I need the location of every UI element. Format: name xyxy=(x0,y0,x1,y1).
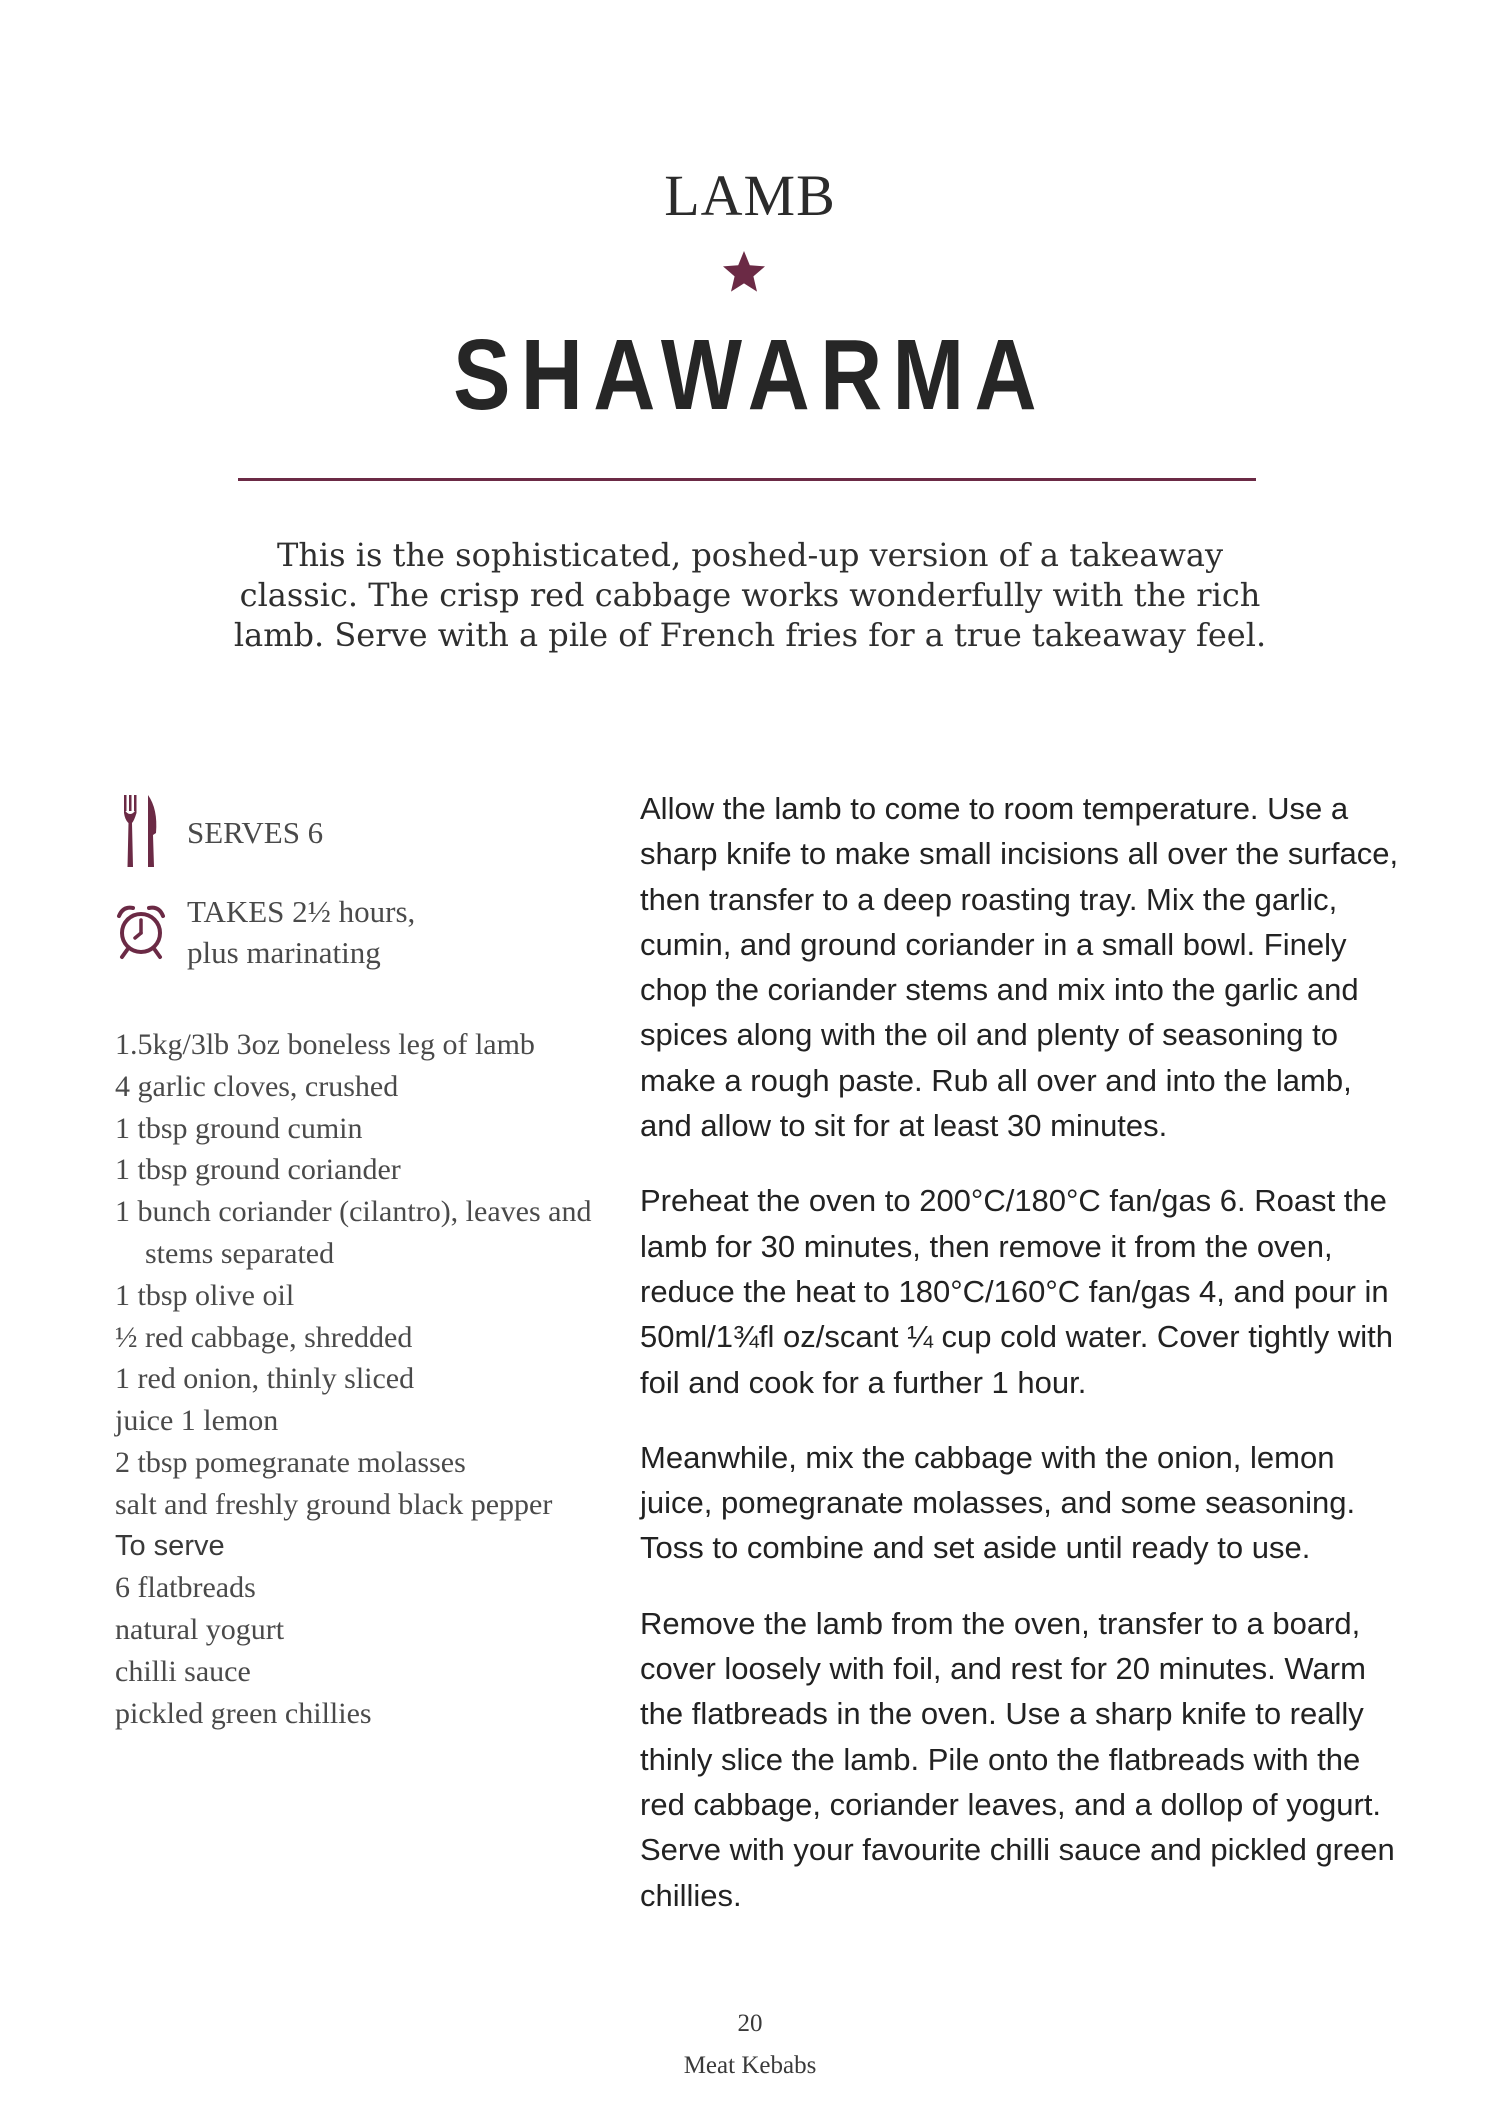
ingredient-item: 1.5kg/3lb 3oz boneless leg of lamb xyxy=(115,1028,535,1061)
star-icon xyxy=(720,248,768,296)
method-steps xyxy=(640,786,1400,1948)
recipe-intro: This is the sophisticated, poshed-up version of a takeaway classic. The crisp red cabbage works wonderfully with the rich lamb. Serve with a pile of French fries for a true takeaway feel. xyxy=(233,536,1267,654)
ingredient-item: 1 tbsp olive oil xyxy=(115,1278,295,1312)
ingredient-item: 6 flatbreads xyxy=(115,1571,256,1605)
takes-line-1: TAKES 2½ hours, xyxy=(187,894,416,929)
alarm-clock-icon xyxy=(113,902,169,960)
ingredient-item: pickled green chillies xyxy=(115,1696,372,1730)
ingredient-item: chilli sauce xyxy=(115,1654,251,1688)
ingredients-list xyxy=(115,1024,605,1735)
ingredient-item: 1 tbsp ground coriander xyxy=(115,1153,401,1187)
to-serve-heading: To serve xyxy=(115,1529,225,1562)
ingredient-item: 1 tbsp ground cumin xyxy=(115,1111,363,1145)
method-paragraph: Allow the lamb to come to room temperature. Use a sharp knife to make small incisions all over the surface, then transfer to a deep roasting tray. Mix the garlic, cumin, and ground coriander in a small bowl. Finely chop the coriander stems and mix into the garlic and spices along with the oil and plenty of seasoning to make a rough paste. Rub all over and into the lamb, and allow to sit for at least 30 minutes. xyxy=(640,791,1399,1144)
takes-line-2: plus marinating xyxy=(187,935,381,970)
ingredient-item: 4 garlic cloves, crushed xyxy=(115,1069,399,1103)
method-paragraph: Remove the lamb from the oven, transfer to a board, cover loosely with foil, and rest for 20 minutes. Warm the flatbreads in the oven. Use a sharp knife to really thinly slice the lamb. Pile onto the flatbreads with the red cabbage, coriander leaves, and a dollop of yogurt. Serve with your favourite chilli sauce and pickled green chillies. xyxy=(640,1605,1395,1913)
fork-knife-icon xyxy=(120,793,162,869)
ingredient-item: 1 bunch coriander (cilantro), leaves and stems separated xyxy=(115,1195,592,1270)
ingredient-item: ½ red cabbage, shredded xyxy=(115,1320,413,1354)
ingredient-item: juice 1 lemon xyxy=(115,1404,279,1438)
ingredient-item: natural yogurt xyxy=(115,1613,285,1647)
method-paragraph: Preheat the oven to 200°C/180°C fan/gas 6. Roast the lamb for 30 minutes, then remove it from the oven, reduce the heat to 180°C/160°C fan/gas 4, and pour in 50ml/1¾fl oz/scant ¼ cup cold water. Cover tightly with foil and cook for a further 1 hour. xyxy=(640,1183,1393,1400)
ingredient-item: salt and freshly ground black pepper xyxy=(115,1487,553,1521)
recipe-title: SHAWARMA xyxy=(453,319,1047,431)
serves-info: SERVES 6 xyxy=(187,815,324,850)
page-number: 20 xyxy=(737,2010,763,2037)
takes-info xyxy=(187,891,415,973)
book-title: Meat Kebabs xyxy=(683,2052,817,2079)
recipe-kicker: LAMB xyxy=(664,163,836,228)
title-divider xyxy=(238,478,1256,481)
ingredient-item: 2 tbsp pomegranate molasses xyxy=(115,1445,466,1479)
method-paragraph: Meanwhile, mix the cabbage with the onion, lemon juice, pomegranate molasses, and some seasoning. Toss to combine and set aside until ready to use. xyxy=(640,1439,1356,1566)
ingredient-item: 1 red onion, thinly sliced xyxy=(115,1362,415,1396)
